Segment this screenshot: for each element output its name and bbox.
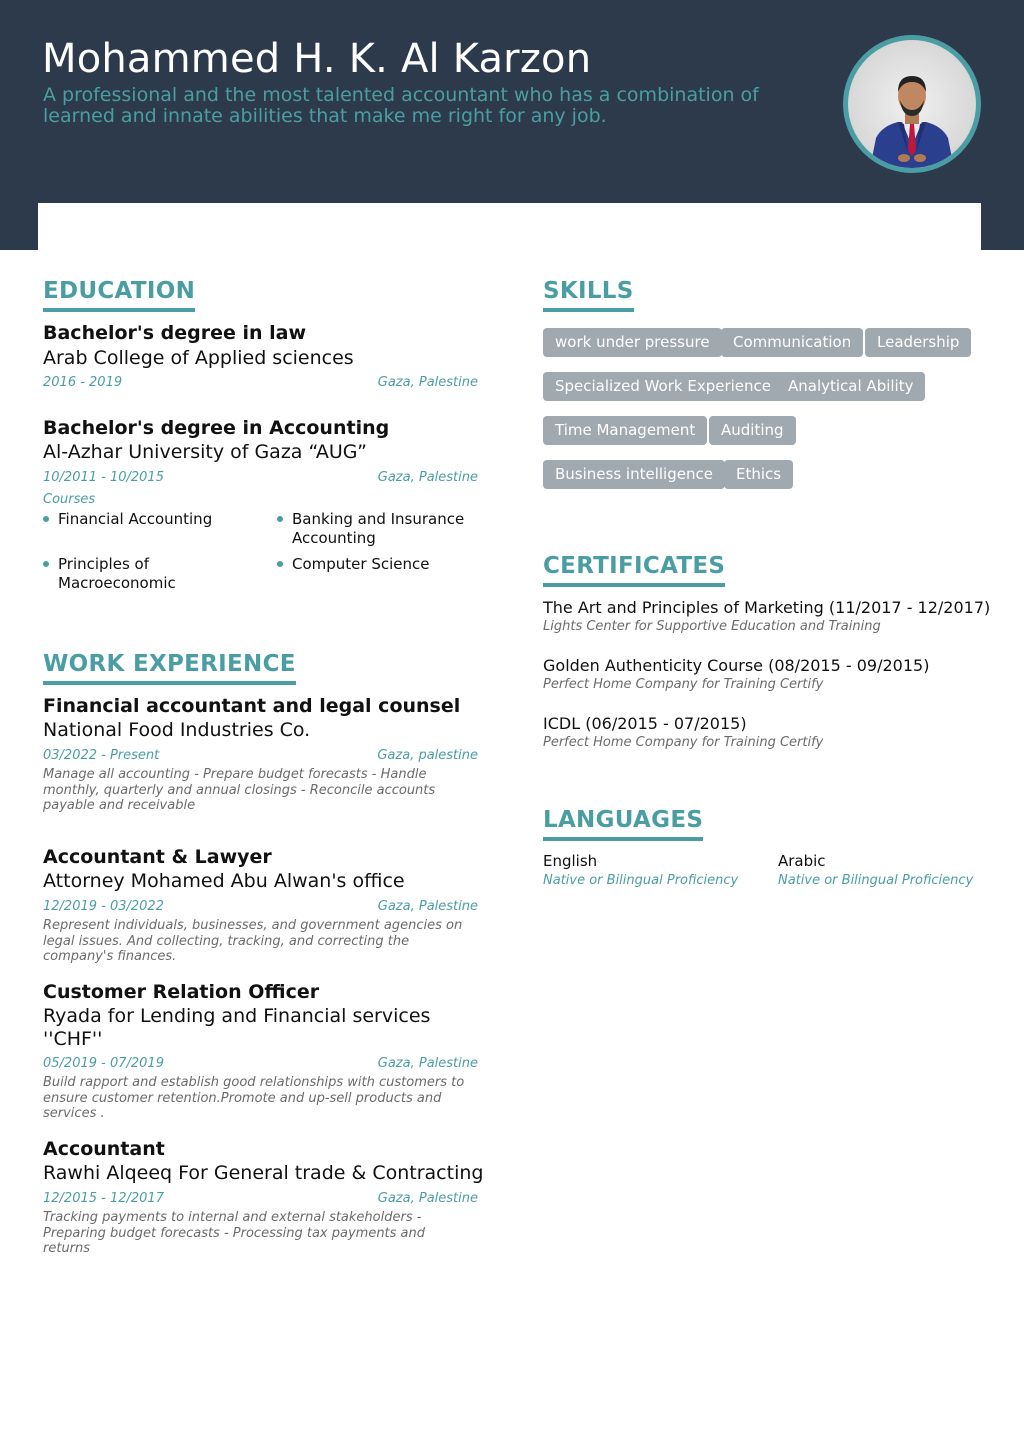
job-company: Attorney Mohamed Abu Alwan's office [43,870,405,892]
bullet-icon [277,516,283,522]
job-location: Gaza, Palestine [377,1056,478,1071]
education-dates: 10/2011 - 10/2015 [43,470,164,485]
skill-tag: work under pressure [543,328,722,357]
skill-tag: Auditing [709,416,796,445]
education-degree: Bachelor's degree in Accounting [43,417,390,439]
course-label: Principles of Macroeconomic [58,555,176,592]
course-label: Financial Accounting [58,510,213,528]
certificate-issuer: Lights Center for Supportive Education and Training [543,619,881,634]
skill-tag: Leadership [865,328,971,357]
language-name: English [543,852,598,870]
skill-tag: Analytical Ability [776,372,925,401]
certificate-name: Golden Authenticity Course (08/2015 - 09/2015) [543,656,930,675]
languages-heading: LANGUAGES [543,807,703,841]
job-description: Represent individuals, businesses, and government agencies on legal issues. And collecting, tracking, and correcting the company's finances. [43,918,463,964]
certificate-name: The Art and Principles of Marketing (11/2017 - 12/2017) [543,598,991,617]
job-company: National Food Industries Co. [43,719,311,741]
skill-tag: Ethics [724,460,793,489]
course-item [277,555,487,574]
education-heading: EDUCATION [43,278,195,312]
job-dates: 12/2015 - 12/2017 [43,1191,164,1206]
course-item [43,510,263,529]
job-dates: 12/2019 - 03/2022 [43,899,164,914]
job-company: Rawhi Alqeeq For General trade & Contracting [43,1162,484,1184]
certificate-name: ICDL (06/2015 - 07/2015) [543,714,747,733]
job-description: Build rapport and establish good relationships with customers to ensure customer retention.Promote and up-sell products and services . [43,1075,465,1121]
job-dates: 05/2019 - 07/2019 [43,1056,164,1071]
course-item [43,555,203,593]
skill-tag: Business intelligence [543,460,725,489]
bullet-icon [43,561,49,567]
job-role: Customer Relation Officer [43,981,320,1003]
job-description: Tracking payments to internal and external stakeholders - Preparing budget forecasts - Processing tax payments and returns [43,1210,426,1256]
course-label: Computer Science [292,555,430,573]
education-degree: Bachelor's degree in law [43,322,307,344]
profile-summary: A professional and the most talented accountant who has a combination of learned and innate abilities that make me right for any job. [43,84,759,127]
job-location: Gaza, Palestine [377,1191,478,1206]
skill-tag: Specialized Work Experience [543,372,783,401]
education-dates: 2016 - 2019 [43,375,123,390]
course-item [277,510,487,548]
language-name: Arabic [778,852,826,870]
courses-label: Courses [43,492,96,507]
education-location: Gaza, Palestine [377,470,478,485]
job-location: Gaza, palestine [377,748,478,763]
language-level: Native or Bilingual Proficiency [778,873,974,888]
job-location: Gaza, Palestine [377,899,478,914]
certificate-issuer: Perfect Home Company for Training Certify [543,735,824,750]
header-band-right-edge [981,203,1024,250]
candidate-name: Mohammed H. K. Al Karzon [42,36,592,82]
skill-tag: Time Management [543,416,707,445]
education-location: Gaza, Palestine [377,375,478,390]
skills-heading: SKILLS [543,278,634,312]
certificates-heading: CERTIFICATES [543,553,725,587]
language-level: Native or Bilingual Proficiency [543,873,739,888]
skill-tag: Communication [721,328,863,357]
course-label: Banking and Insurance Accounting [292,510,465,547]
profile-photo [843,35,981,173]
job-role: Financial accountant and legal counsel [43,695,461,717]
job-role: Accountant & Lawyer [43,846,272,868]
person-avatar-icon [848,40,976,168]
education-school: Arab College of Applied sciences [43,347,354,369]
job-company: Ryada for Lending and Financial services ''CHF'' [43,1005,431,1050]
certificate-issuer: Perfect Home Company for Training Certify [543,677,824,692]
work-experience-heading: WORK EXPERIENCE [43,651,296,685]
education-school: Al-Azhar University of Gaza “AUG” [43,441,367,463]
job-role: Accountant [43,1138,165,1160]
bullet-icon [43,516,49,522]
job-dates: 03/2022 - Present [43,748,160,763]
header-band-left-edge [0,203,38,250]
bullet-icon [277,561,283,567]
job-description: Manage all accounting - Prepare budget forecasts - Handle monthly, quarterly and annual closings - Reconcile accounts payable and receivable [43,767,436,813]
